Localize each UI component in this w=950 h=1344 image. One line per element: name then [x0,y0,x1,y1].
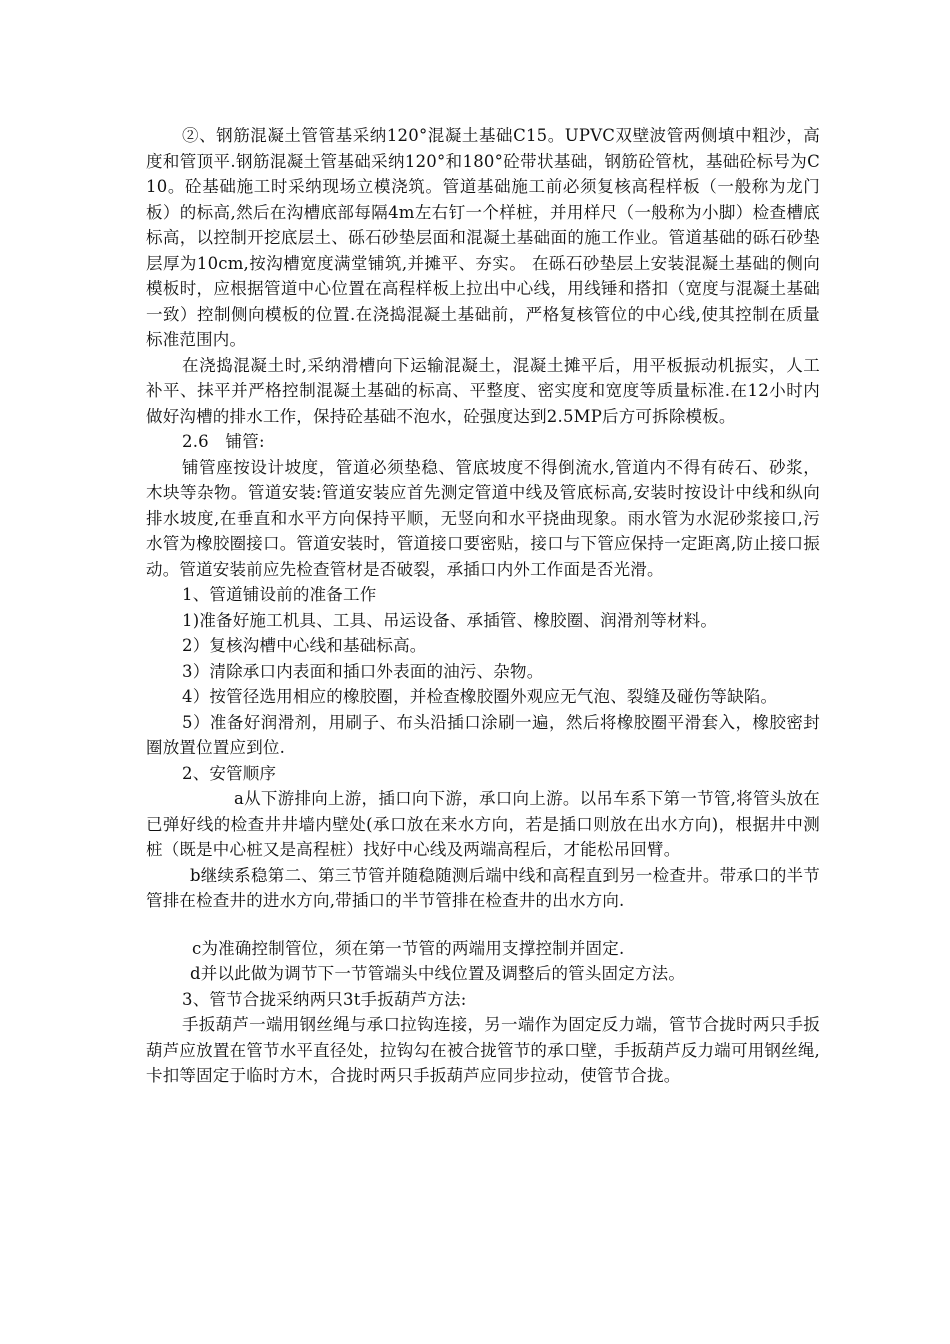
list-item-order-d: d并以此做为调节下一节管端头中线位置及调整后的管头固定方法。 [190,964,686,983]
heading-pipe-closure: 3、管节合拢采纳两只3t手扳葫芦方法: [182,989,467,1009]
paragraph-pipe-laying: 铺管座按设计坡度，管道必须垫稳、管底坡度不得倒流水,管道内不得有砖石、砂浆，木块等杂物。管道安装:管道安装应首先测定管道中线及管底标高,安装时按设计中线和纵向排水坡度,在垂直和水平方向保持平顺，无竖向和水平挠曲现象。雨水管为水泥砂浆接口,污水管为橡胶圈接口。管道安装时，管道接口要密贴，接口与下管应保持一定距离,防止接口振动。管道安装前应先检查管材是否破裂，承插口内外工作面是否光滑。 [146,457,820,579]
list-item-prep-3: 3）清除承口内表面和插口外表面的油污、杂物。 [182,661,544,681]
list-item-prep-2: 2）复核沟槽中心线和基础标高。 [182,636,427,655]
heading-preparation: 1、管道铺设前的准备工作 [182,585,377,604]
section-heading-pipe-laying: 2.6 铺管: [182,432,265,451]
heading-installation-order: 2、安管顺序 [182,763,277,783]
document-page [146,123,820,1089]
paragraph-pipe-foundation: ②、钢筋混凝土管管基采纳120°混凝土基础C15。UPVC双壁波管两侧填中粗沙，高度和管顶平.钢筋混凝土管基础采纳120°和180°砼带状基础，钢筋砼管枕，基础砼标号为C 10。砼基础施工时采纳现场立模浇筑。管道基础施工前必须复核高程样板（一般称为龙门板）的标高,然后在沟槽底部每隔4m左右钉一个样桩，并用样尺（一般称为小脚）检查槽底标高，以控制开挖底层土、砾石砂垫层面和混凝土基础面的施工作业。管道基础的砾石砂垫层厚为10cm,按沟槽宽度满堂铺筑,并摊平、夯实。 在砾石砂垫层上安装混凝土基础的侧向模板时，应根据管道中心位置在高程样板上拉出中心线，用线锤和搭扣（宽度与混凝土基础一致）控制侧向模板的位置.在浇捣混凝土基础前，严格复核管位的中心线,使其控制在质量标准范围内。 [146,126,820,349]
list-item-prep-4: 4）按管径选用相应的橡胶圈，并检查橡胶圈外观应无气泡、裂缝及碰伤等缺陷。 [182,687,778,706]
list-item-order-a: a从下游排向上游，插口向下游，承口向上游。以吊车系下第一节管,将管头放在已弹好线的检查井井墙内壁处(承口放在来水方向，若是插口则放在出水方向)，根据井中测桩（既是中心桩又是高程桩）找好中心线及两端高程后，才能松吊回臂。 [146,789,820,859]
list-item-prep-1: 1)准备好施工机具、工具、吊运设备、承插管、橡胶圈、润滑剂等材料。 [182,610,718,630]
paragraph-pipe-closure: 手扳葫芦一端用钢丝绳与承口拉钩连接，另一端作为固定反力端，管节合拢时两只手扳葫芦应放置在管节水平直径处，拉钩勾在被合拢管节的承口壁，手扳葫芦反力端可用钢丝绳,卡扣等固定于临时方木，合拢时两只手扳葫芦应同步拉动，使管节合拢。 [146,1015,820,1085]
list-item-prep-5: 5）准备好润滑剂，用刷子、布头沿插口涂刷一遍，然后将橡胶圈平滑套入，橡胶密封圈放置位置应到位. [146,712,820,757]
paragraph-concrete-pouring: 在浇捣混凝土时,采纳滑槽向下运输混凝土，混凝土摊平后，用平板振动机振实，人工补平、抹平并严格控制混凝土基础的标高、平整度、密实度和宽度等质量标准.在12小时内做好沟槽的排水工作，保持砼基础不泡水，砼强度达到2.5MP后方可拆除模板。 [146,355,820,426]
list-item-order-b: b继续系稳第二、第三节管并随稳随测后端中线和高程直到另一检查井。带承口的半节管排在检查井的进水方向,带插口的半节管排在检查井的出水方向. [146,865,820,910]
list-item-order-c: c为准确控制管位，须在第一节管的两端用支撑控制并固定. [192,938,625,958]
spacer [146,914,820,936]
